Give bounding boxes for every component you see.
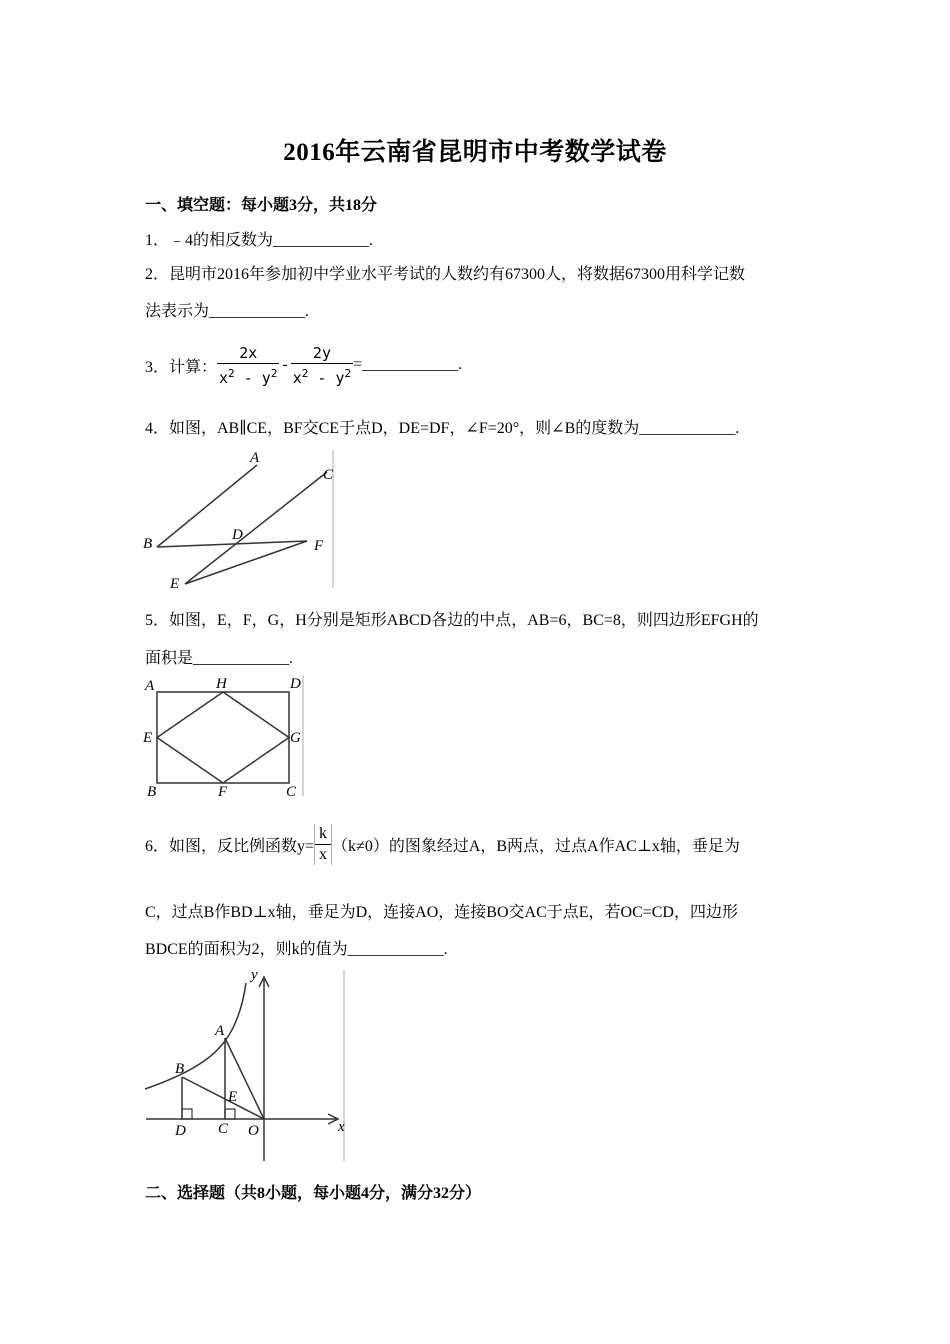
label-e: E	[170, 576, 180, 592]
label-b: B	[147, 784, 157, 800]
label-d: D	[175, 1123, 186, 1139]
question-2-line-2: 法表示为____________.	[145, 303, 310, 320]
label-h: H	[216, 676, 227, 692]
fraction-2y-denominator: $x^2 - y^2$	[292, 366, 352, 387]
segment-ao	[225, 1038, 264, 1119]
label-f: F	[218, 784, 228, 800]
label-e: E	[143, 730, 153, 746]
label-d: D	[232, 527, 243, 543]
fraction-2y-numerator: 2y	[291, 343, 353, 364]
fraction-2y	[291, 343, 353, 388]
label-c: C	[218, 1121, 229, 1137]
figure-q5-rectangle	[140, 672, 310, 800]
question-6-line-3: BDCE的面积为2，则k的值为____________.	[145, 941, 448, 958]
right-angle-d	[182, 1109, 192, 1119]
question-5-line-1: 5．如图，E，F，G，H分别是矩形ABCD各边的中点，AB=6，BC=8，则四边形EFGH的	[145, 612, 759, 629]
label-d: D	[290, 676, 301, 692]
label-c: C	[323, 467, 334, 483]
label-a: A	[145, 678, 155, 694]
question-6-line-2: C，过点B作BD⊥x轴，垂足为D，连接AO，连接BO交AC于点E，若OC=CD，四边形	[145, 904, 738, 921]
question-1: 1．﹣4的相反数为____________.	[145, 232, 374, 249]
segment-ef	[185, 541, 307, 584]
segment-ec	[185, 472, 327, 584]
question-4: 4．如图，AB∥CE，BF交CE于点D，DE=DF，∠F=20°，则∠B的度数为____________.	[145, 420, 740, 437]
fraction-2x	[217, 343, 279, 388]
label-a: A	[250, 450, 260, 466]
fraction-x-denominator: x	[319, 845, 328, 863]
label-c: C	[286, 784, 297, 800]
quadrilateral-efgh	[157, 692, 289, 783]
question-6-prefix: 6．如图，反比例函数y=	[145, 837, 315, 855]
figure-q4-parallel-lines	[140, 445, 340, 593]
page-title: 2016年云南省昆明市中考数学试卷	[283, 139, 667, 166]
label-g: G	[290, 730, 301, 746]
figure-q6-inverse-function	[140, 965, 350, 1165]
rectangle-abcd	[157, 692, 289, 783]
question-2-line-1: 2．昆明市2016年参加初中学业水平考试的人数约有67300人，将数据67300用科学记数	[145, 266, 746, 283]
question-5-line-2: 面积是____________.	[145, 650, 294, 667]
label-a: A	[215, 1023, 225, 1039]
question-6-suffix: （k≠0）的图象经过A，B两点，过点A作AC⊥x轴，垂足为	[332, 837, 740, 855]
label-b: B	[143, 536, 153, 552]
label-f: F	[314, 538, 324, 554]
question-3-suffix: =____________.	[353, 356, 463, 373]
question-3-prefix: 3．计算：	[145, 358, 218, 376]
label-y: y	[251, 967, 258, 983]
hyperbola-curve	[145, 983, 246, 1089]
question-3	[145, 340, 462, 390]
fraction-2x-denominator: $x^2 - y^2$	[219, 366, 278, 387]
question-3-minus: -	[282, 356, 288, 373]
question-6-line-1	[145, 821, 740, 867]
label-x: x	[338, 1119, 345, 1135]
label-o: O	[248, 1123, 259, 1139]
segment-bo	[182, 1077, 264, 1119]
label-b: B	[175, 1061, 185, 1077]
fraction-k-over-x	[314, 824, 332, 865]
section-heading-fill-in: 一、填空题：每小题3分，共18分	[145, 197, 378, 214]
fraction-2x-numerator: 2x	[217, 343, 279, 364]
label-e: E	[228, 1089, 238, 1105]
fraction-k-numerator: k	[315, 824, 331, 845]
section-heading-multiple-choice: 二、选择题（共8小题，每小题4分，满分32分）	[145, 1185, 482, 1202]
right-angle-c	[225, 1109, 235, 1119]
